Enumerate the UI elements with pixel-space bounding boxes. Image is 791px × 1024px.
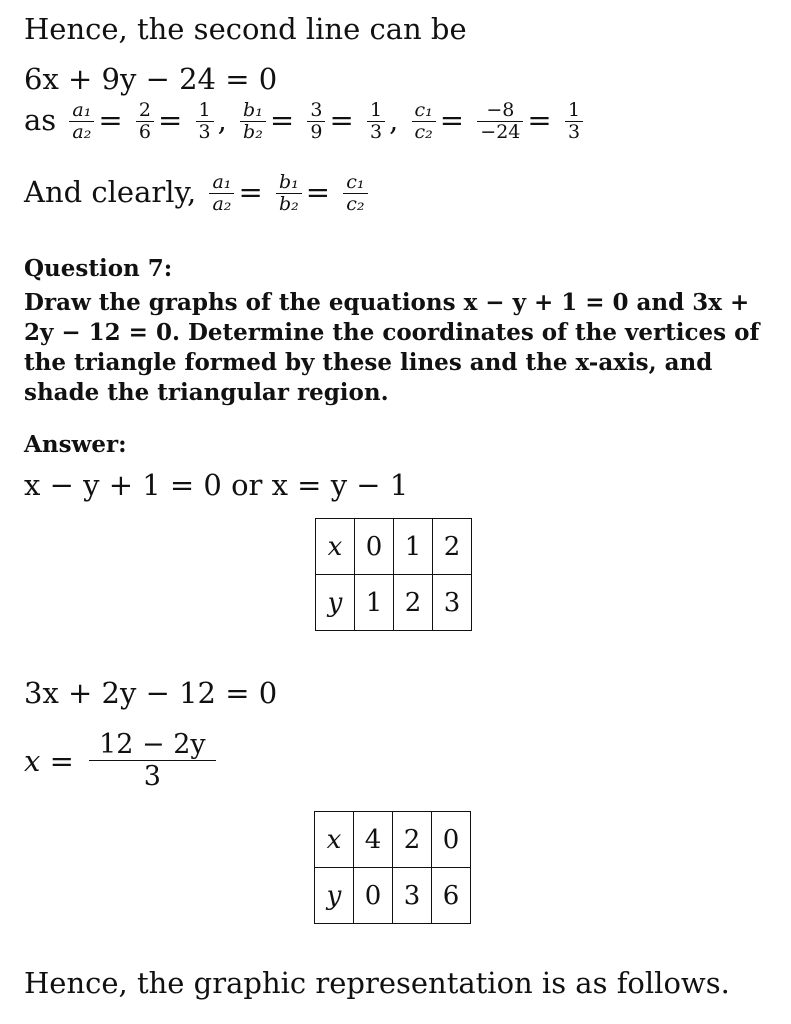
fraction-1-3-b: $\frac{1}{3}$ bbox=[367, 100, 385, 144]
fraction-2-6: $\frac{2}{6}$ bbox=[136, 100, 154, 144]
fraction-c1-c2-clear: $\frac{\text{c₁}}{\text{c₂}}$ bbox=[343, 172, 367, 216]
clearly-prefix: And clearly, bbox=[24, 174, 197, 209]
fraction-c1-c2: $\frac{\text{c₁}}{\text{c₂}}$ bbox=[412, 100, 436, 144]
table-cell: 2 bbox=[394, 575, 433, 631]
ratio-line: as $\frac{\text{a₁}}{\text{a₂}}$ = $\frac{2}{6}$ = $\frac{1}{3}$ , $\frac{\text{b₁}}{\text{b₂}}$ = $\frac{3}{9}$ = $\frac{1}{3}$ , $\frac{\text{c₁}}{\text{c₂}}$ = $\frac{-8}{-24}$ = $\frac{1}{3}$ bbox=[24, 100, 587, 144]
question-heading: Question 7: bbox=[24, 255, 173, 282]
equation-line-2: 3x + 2y − 12 = 0 bbox=[24, 676, 278, 710]
table-cell: 3 bbox=[433, 575, 472, 631]
conclusion-text: Hence, the graphic representation is as follows. bbox=[24, 966, 730, 1000]
table-row-x bbox=[316, 519, 472, 575]
answer-heading: Answer: bbox=[24, 431, 127, 458]
fraction-a1-a2-clear: $\frac{\text{a₁}}{\text{a₂}}$ bbox=[209, 172, 234, 216]
table-cell: 1 bbox=[394, 519, 433, 575]
table-row-y bbox=[316, 575, 472, 631]
table-cell: x bbox=[315, 812, 354, 868]
fraction-b1-b2: $\frac{\text{b₁}}{\text{b₂}}$ bbox=[240, 100, 266, 144]
table-cell: x bbox=[316, 519, 355, 575]
question-line-3: the triangle formed by these lines and the x-axis, and bbox=[24, 349, 713, 376]
question-line-2: 2y − 12 = 0. Determine the coordinates of the vertices of bbox=[24, 319, 760, 346]
fraction-b1-b2-clear: $\frac{\text{b₁}}{\text{b₂}}$ bbox=[276, 172, 302, 216]
table-cell: 3 bbox=[393, 868, 432, 924]
table-cell: 6 bbox=[432, 868, 471, 924]
table-cell: y bbox=[315, 868, 354, 924]
table-cell: y bbox=[316, 575, 355, 631]
table-row-x bbox=[315, 812, 471, 868]
fraction-neg8-neg24: $\frac{-8}{-24}$ bbox=[477, 100, 523, 144]
eq3-lhs: x = bbox=[24, 743, 74, 778]
table-cell: 0 bbox=[432, 812, 471, 868]
table-cell: 0 bbox=[354, 868, 393, 924]
equation-second-line: 6x + 9y − 24 = 0 bbox=[24, 62, 278, 96]
value-table-1 bbox=[315, 518, 472, 631]
table-cell: 0 bbox=[355, 519, 394, 575]
question-line-4: shade the triangular region. bbox=[24, 379, 389, 406]
fraction-1-3-a: $\frac{1}{3}$ bbox=[196, 100, 214, 144]
fraction-3-9: $\frac{3}{9}$ bbox=[307, 100, 325, 144]
fraction-12-minus-2y-over-3: $\frac{12 - 2y}{3}$ bbox=[89, 730, 216, 792]
value-table-2 bbox=[314, 811, 471, 924]
equation-line-1: x − y + 1 = 0 or x = y − 1 bbox=[24, 468, 409, 502]
ratio-prefix: as bbox=[24, 102, 57, 137]
clearly-line: And clearly, $\frac{\text{a₁}}{\text{a₂}}$ = $\frac{\text{b₁}}{\text{b₂}}$ = $\frac{\text{c₁}}{\text{c₂}}$ bbox=[24, 172, 372, 216]
intro-text: Hence, the second line can be bbox=[24, 12, 467, 46]
equation-line-3 bbox=[24, 730, 220, 792]
table-row-y bbox=[315, 868, 471, 924]
table-cell: 4 bbox=[354, 812, 393, 868]
table-cell: 2 bbox=[393, 812, 432, 868]
fraction-a1-a2: $\frac{\text{a₁}}{\text{a₂}}$ bbox=[69, 100, 94, 144]
table-cell: 1 bbox=[355, 575, 394, 631]
table-cell: 2 bbox=[433, 519, 472, 575]
fraction-1-3-c: $\frac{1}{3}$ bbox=[565, 100, 583, 144]
question-line-1: Draw the graphs of the equations x − y + 1 = 0 and 3x + bbox=[24, 289, 750, 316]
